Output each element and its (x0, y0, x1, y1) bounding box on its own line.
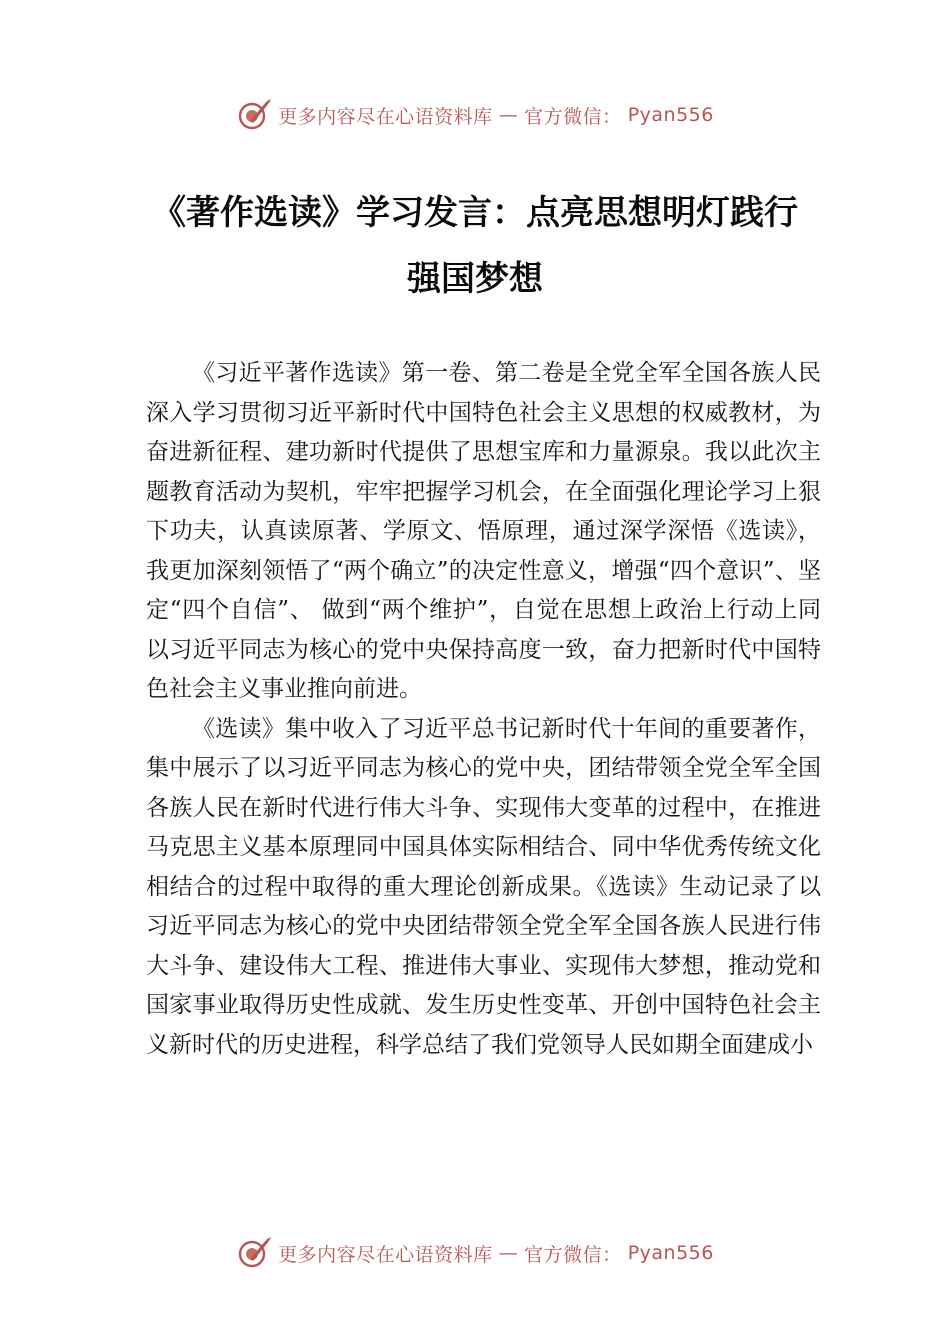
watermark-separator: — (498, 104, 519, 126)
watermark-separator: — (498, 1242, 519, 1264)
watermark-contact-id: Pyan556 (627, 1242, 714, 1264)
watermark-contact-label: 官方微信： (524, 105, 622, 128)
watermark-brand-text: 更多内容尽在心语资料库 (278, 1243, 493, 1266)
header-watermark (0, 95, 950, 135)
document-title: 《著作选读》学习发言：点亮思想明灯践行强国梦想 (152, 193, 798, 299)
watermark-brand-text: 更多内容尽在心语资料库 (278, 105, 493, 128)
watermark-contact-label: 官方微信： (524, 1243, 622, 1266)
body-paragraph-2: 《选读》集中收入了习近平总书记新时代十年间的重要著作，集中展示了以习近平同志为核心的党中央，团结带领全党全军全国各族人民在新时代进行伟大斗争、实现伟大变革的过程中，在推进马克思主义基本原理同中国具体实际相结合、同中华优秀传统文化相结合的过程中取得的重大理论创新成果。《选读》生动记录了以习近平同志为核心的党中央团结带领全党全军全国各族人民进行伟大斗争、建设伟大工程、推进伟大事业、实现伟大梦想，推动党和国家事业取得历史性成就、发生历史性变革、开创中国特色社会主义新时代的历史进程，科学总结了我们党领导人民如期全面建成小 (146, 715, 821, 1058)
quill-logo-icon (236, 97, 272, 133)
document-body (146, 354, 821, 1065)
body-paragraph-1: 《习近平著作选读》第一卷、第二卷是全党全军全国各族人民深入学习贯彻习近平新时代中国特色社会主义思想的权威教材，为奋进新征程、建功新时代提供了思想宝库和力量源泉。我以此次主题教育活动为契机，牢牢把握学习机会，在全面强化理论学习上狠下功夫，认真读原著、学原文、悟原理，通过深学深悟《选读》，我更加深刻领悟了“两个确立”的决定性意义，增强“四个意识”、坚定“四个自信”、 做到“两个维护”，自觉在思想上政治上行动上同以习近平同志为核心的党中央保持高度一致，奋力把新时代中国特色社会主义事业推向前进。 (146, 360, 821, 702)
quill-logo-icon (236, 1235, 272, 1271)
footer-watermark (0, 1233, 950, 1273)
watermark-contact-id: Pyan556 (627, 104, 714, 126)
